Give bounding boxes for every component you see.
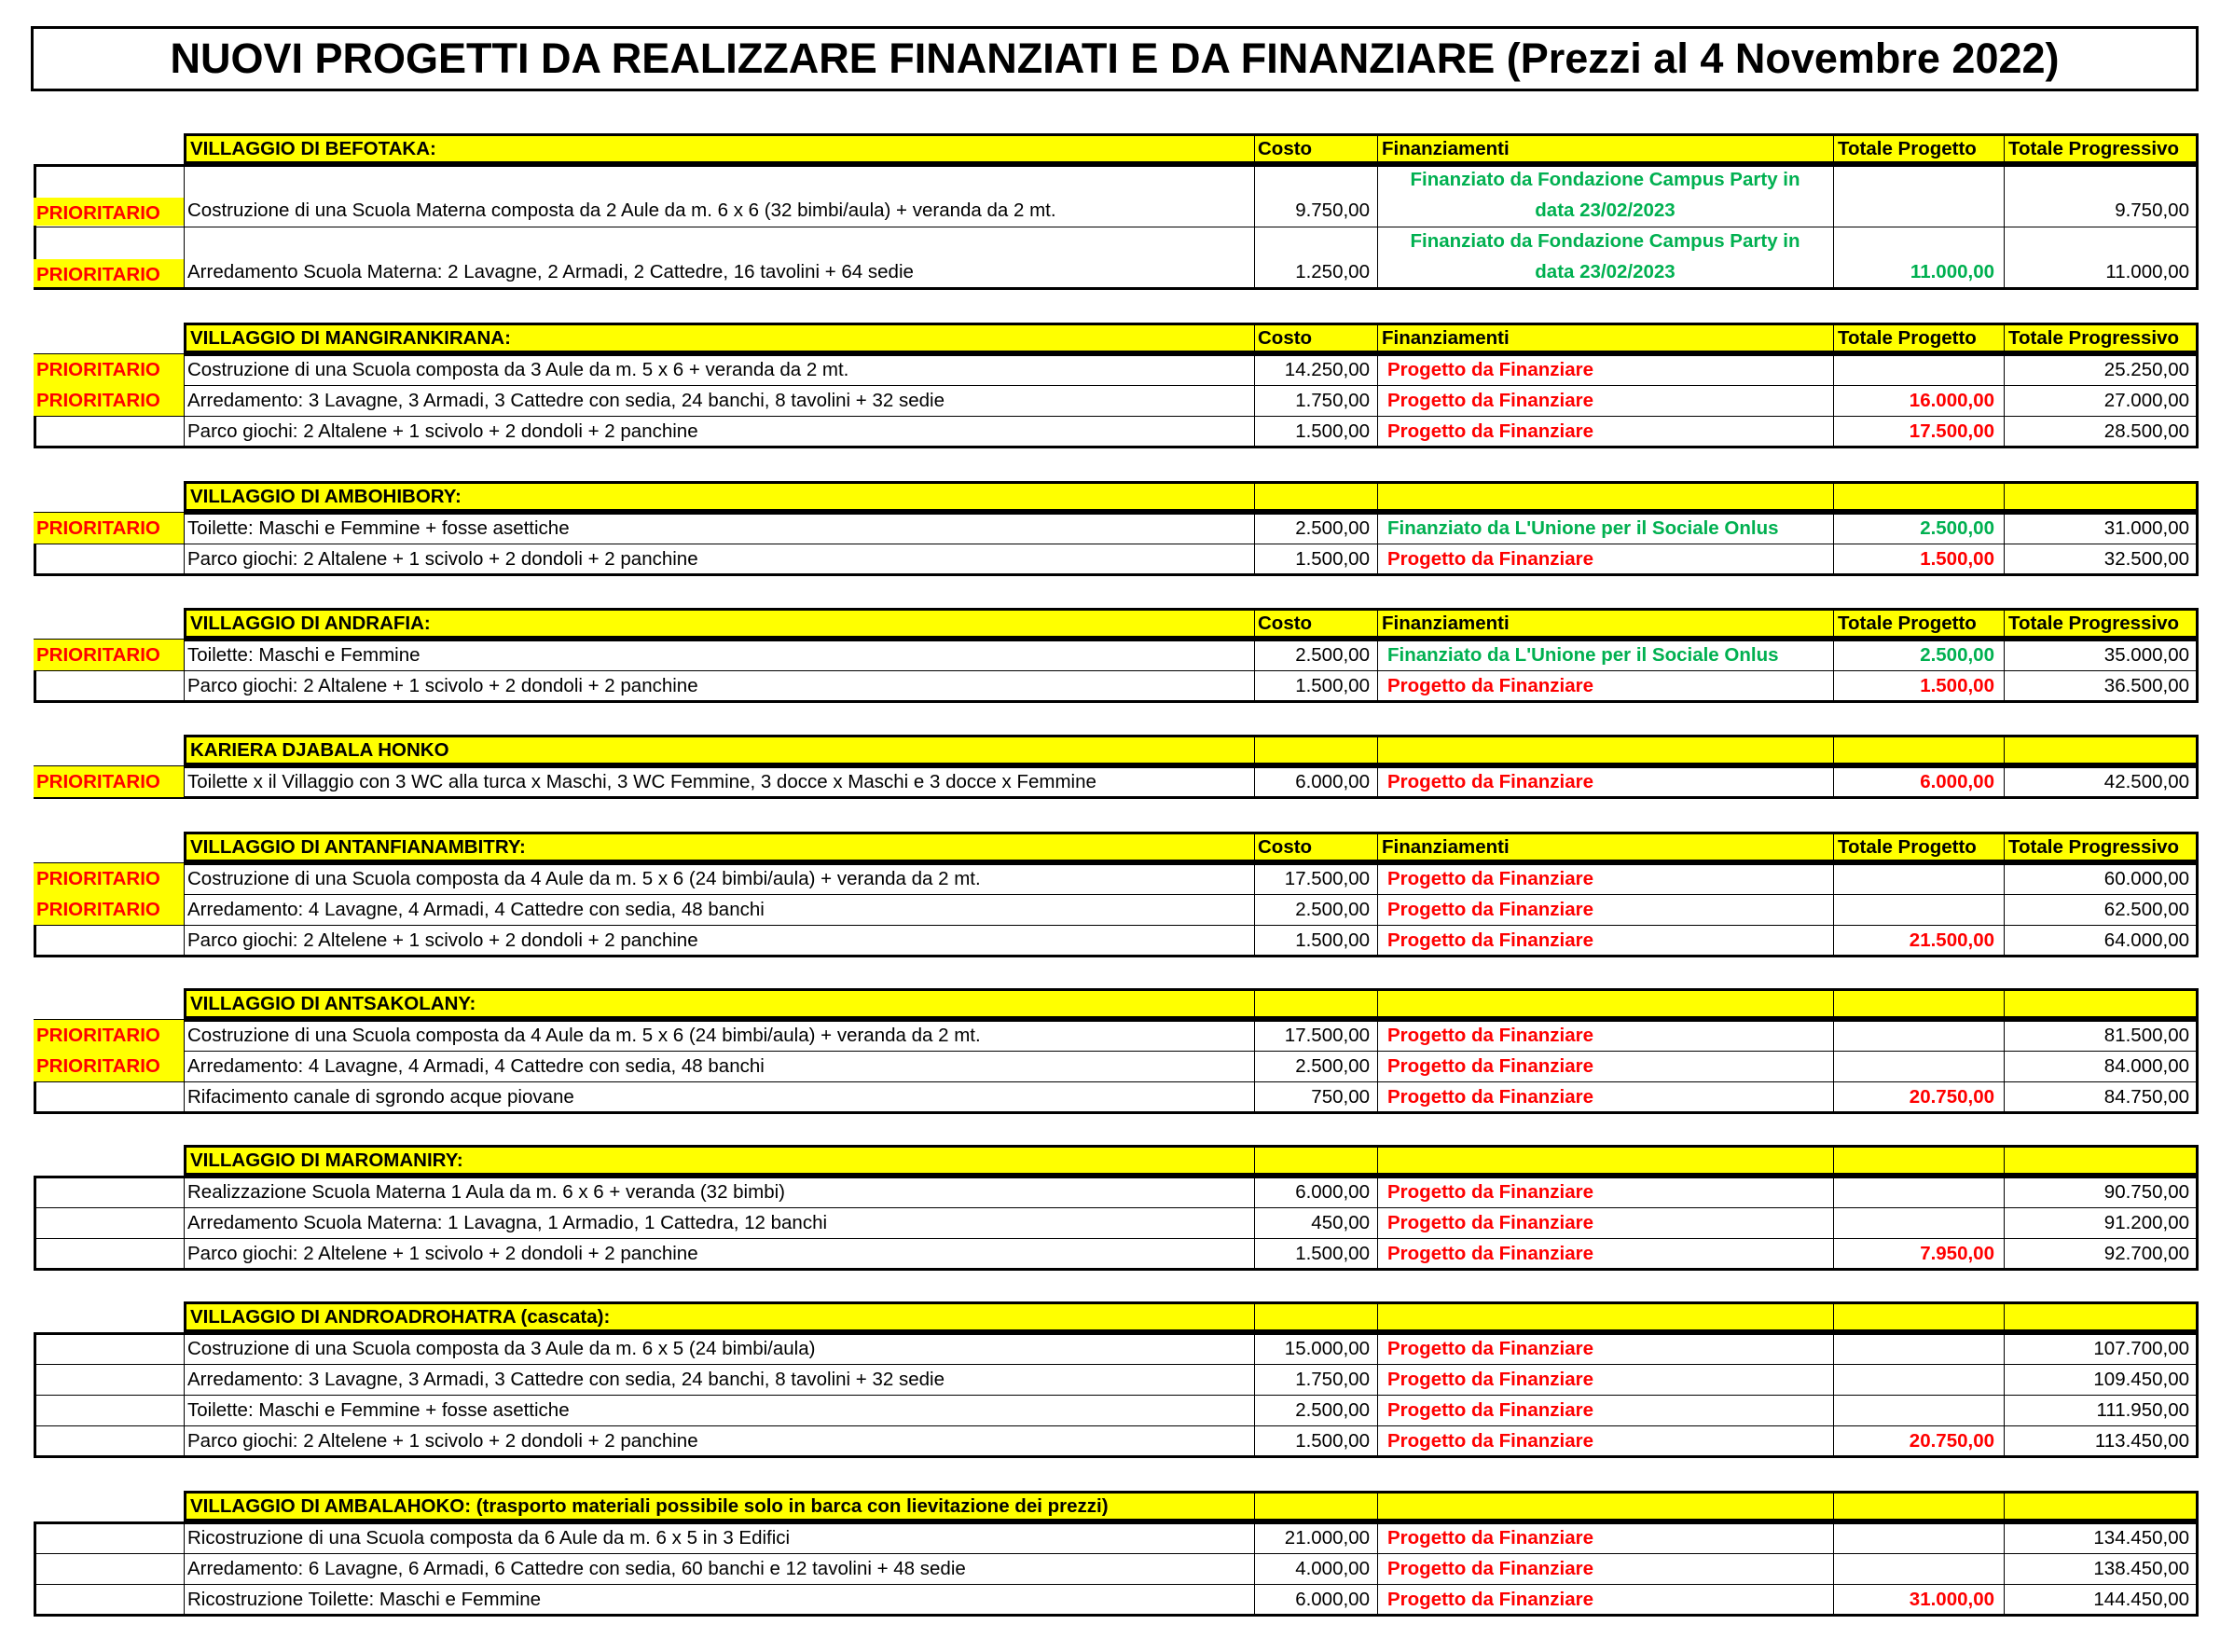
project-description: Parco giochi: 2 Altalene + 1 scivolo + 2 dondoli + 2 panchine xyxy=(187,420,698,442)
priority-label xyxy=(34,1238,184,1269)
project-description: Toilette x il Villaggio con 3 WC alla turca x Maschi, 3 WC Femmine, 3 docce x Maschi e 3 docce x Femmine xyxy=(187,771,1096,792)
section-name: VILLAGGIO DI ANDROADROHATRA (cascata): xyxy=(190,1306,611,1328)
section-note: (trasporto materiali possibile solo in barca con lievitazione dei prezzi) xyxy=(476,1495,1109,1517)
priority-label xyxy=(34,1081,184,1112)
priority-label: PRIORITARIO xyxy=(34,513,184,544)
project-description: Parco giochi: 2 Altalene + 1 scivolo + 2 dondoli + 2 panchine xyxy=(187,548,698,570)
header-finanziamenti: Finanziamenti xyxy=(1377,832,1833,862)
priority-label xyxy=(34,1333,184,1364)
funding-status: Progetto da Finanziare xyxy=(1387,1369,1593,1390)
cost-value: 17.500,00 xyxy=(1284,868,1370,889)
project-description: Costruzione di una Scuola composta da 3 Aule da m. 6 x 5 (24 bimbi/aula) xyxy=(187,1338,816,1359)
progressive-total: 111.950,00 xyxy=(2096,1399,2189,1421)
section-title xyxy=(184,133,1254,164)
funding-status: Progetto da Finanziare xyxy=(1387,1212,1593,1233)
cost-value: 1.500,00 xyxy=(1295,1430,1370,1452)
table-row xyxy=(0,1522,2234,1553)
header-totale-progetto xyxy=(1833,988,2004,1019)
section-name: KARIERA DJABALA HONKO xyxy=(190,739,449,761)
progressive-total: 134.450,00 xyxy=(2093,1527,2189,1549)
table-row xyxy=(0,640,2234,670)
header-totale-progetto xyxy=(1833,1301,2004,1332)
progressive-total: 90.750,00 xyxy=(2103,1181,2189,1203)
header-costo: Costo xyxy=(1254,323,1377,353)
header-finanziamenti xyxy=(1377,988,1833,1019)
cost-value: 2.500,00 xyxy=(1295,1055,1370,1077)
progressive-total: 113.450,00 xyxy=(2094,1430,2189,1452)
table-row xyxy=(0,894,2234,925)
progressive-total: 81.500,00 xyxy=(2103,1025,2189,1046)
section-header xyxy=(0,323,2234,353)
header-totale-progetto xyxy=(1833,1145,2004,1176)
project-total xyxy=(1833,1051,2004,1081)
header-costo: Costo xyxy=(1254,832,1377,862)
table-row xyxy=(0,670,2234,701)
progressive-total: 138.450,00 xyxy=(2093,1558,2189,1579)
project-total xyxy=(1833,1177,2004,1207)
priority-label: PRIORITARIO xyxy=(34,894,184,925)
funding-status: Finanziato da Fondazione Campus Party in data 23/02/2023 xyxy=(1410,169,1800,221)
project-total xyxy=(1833,1020,2004,1051)
project-total: 7.950,00 xyxy=(1920,1243,1994,1264)
priority-label: PRIORITARIO xyxy=(34,198,184,226)
header-finanziamenti xyxy=(1377,1301,1833,1332)
progressive-total: 60.000,00 xyxy=(2103,868,2189,889)
header-totale-progressivo xyxy=(2004,1491,2199,1521)
table-row xyxy=(0,354,2234,385)
section-name: VILLAGGIO DI AMBOHIBORY: xyxy=(190,486,462,507)
funding-status: Progetto da Finanziare xyxy=(1387,1399,1593,1421)
header-totale-progressivo xyxy=(2004,988,2199,1019)
progressive-total: 144.450,00 xyxy=(2093,1589,2189,1610)
funding-status: Progetto da Finanziare xyxy=(1387,420,1593,442)
header-finanziamenti xyxy=(1377,1491,1833,1521)
section-title xyxy=(184,608,1254,639)
project-total: 2.500,00 xyxy=(1920,517,1994,539)
section-title xyxy=(184,323,1254,353)
priority-label xyxy=(34,1395,184,1425)
project-description: Ricostruzione Toilette: Maschi e Femmine xyxy=(187,1589,542,1610)
table-row xyxy=(0,863,2234,894)
priority-label: PRIORITARIO xyxy=(34,354,184,385)
section-name: VILLAGGIO DI ANDRAFIA: xyxy=(190,613,431,634)
header-finanziamenti xyxy=(1377,735,1833,765)
header-finanziamenti: Finanziamenti xyxy=(1377,608,1833,639)
priority-label xyxy=(34,1522,184,1553)
cost-value: 2.500,00 xyxy=(1295,644,1370,666)
section-header xyxy=(0,481,2234,512)
progressive-total: 27.000,00 xyxy=(2103,390,2189,411)
funding-status: Progetto da Finanziare xyxy=(1387,1338,1593,1359)
project-total xyxy=(1833,1333,2004,1364)
section-name: VILLAGGIO DI ANTANFIANAMBITRY: xyxy=(190,836,526,858)
progressive-total: 42.500,00 xyxy=(2103,771,2189,792)
table-row xyxy=(0,416,2234,447)
project-total: 16.000,00 xyxy=(1909,390,1994,411)
funding-status: Progetto da Finanziare xyxy=(1387,390,1593,411)
cost-value: 2.500,00 xyxy=(1295,517,1370,539)
table-row xyxy=(0,1395,2234,1425)
cost-value: 15.000,00 xyxy=(1284,1338,1370,1359)
table-row xyxy=(0,164,2234,226)
funding-status: Progetto da Finanziare xyxy=(1387,1086,1593,1108)
project-description: Costruzione di una Scuola composta da 4 Aule da m. 5 x 6 (24 bimbi/aula) + veranda da 2 mt. xyxy=(187,1025,981,1046)
project-total xyxy=(1833,1553,2004,1584)
header-totale-progetto: Totale Progetto xyxy=(1833,608,2004,639)
priority-label: PRIORITARIO xyxy=(34,1020,184,1051)
progressive-total: 9.750,00 xyxy=(2115,200,2189,221)
section-title xyxy=(184,988,1254,1019)
cost-value: 1.500,00 xyxy=(1295,420,1370,442)
page-title: NUOVI PROGETTI DA REALIZZARE FINANZIATI E DA FINANZIARE (Prezzi al 4 Novembre 2022) xyxy=(31,26,2199,91)
funding-status: Progetto da Finanziare xyxy=(1387,929,1593,951)
cost-value: 1.500,00 xyxy=(1295,929,1370,951)
priority-label xyxy=(34,1553,184,1584)
project-total: 31.000,00 xyxy=(1909,1589,1994,1610)
priority-label: PRIORITARIO xyxy=(34,385,184,416)
funding-status: Finanziato da Fondazione Campus Party in data 23/02/2023 xyxy=(1410,230,1800,282)
priority-label xyxy=(34,416,184,447)
header-totale-progressivo: Totale Progressivo xyxy=(2004,832,2199,862)
funding-status: Progetto da Finanziare xyxy=(1387,1527,1593,1549)
progressive-total: 32.500,00 xyxy=(2103,548,2189,570)
header-costo xyxy=(1254,481,1377,512)
project-description: Rifacimento canale di sgrondo acque piovane xyxy=(187,1086,574,1108)
cost-value: 21.000,00 xyxy=(1284,1527,1370,1549)
progressive-total: 62.500,00 xyxy=(2103,899,2189,920)
funding-status: Progetto da Finanziare xyxy=(1387,1430,1593,1452)
priority-label xyxy=(34,1364,184,1395)
table-row xyxy=(0,1020,2234,1051)
cost-value: 1.250,00 xyxy=(1295,261,1370,282)
table-row xyxy=(0,385,2234,416)
progressive-total: 84.000,00 xyxy=(2103,1055,2189,1077)
header-totale-progetto: Totale Progetto xyxy=(1833,832,2004,862)
project-total: 6.000,00 xyxy=(1920,771,1994,792)
funding-status: Progetto da Finanziare xyxy=(1387,1055,1593,1077)
funding-status: Progetto da Finanziare xyxy=(1387,771,1593,792)
funding-status: Progetto da Finanziare xyxy=(1387,1025,1593,1046)
project-total: 1.500,00 xyxy=(1920,675,1994,696)
table-row xyxy=(0,1177,2234,1207)
priority-label: PRIORITARIO xyxy=(34,259,184,287)
table-row xyxy=(0,1584,2234,1615)
table-row xyxy=(0,1425,2234,1456)
header-finanziamenti: Finanziamenti xyxy=(1377,133,1833,164)
project-description: Costruzione di una Scuola composta da 4 Aule da m. 5 x 6 (24 bimbi/aula) + veranda da 2 mt. xyxy=(187,868,981,889)
progressive-total: 35.000,00 xyxy=(2103,644,2189,666)
header-finanziamenti: Finanziamenti xyxy=(1377,323,1833,353)
section-title xyxy=(184,735,1254,765)
cost-value: 750,00 xyxy=(1311,1086,1370,1108)
funding-status: Progetto da Finanziare xyxy=(1387,1558,1593,1579)
project-total: 20.750,00 xyxy=(1909,1430,1994,1452)
header-costo xyxy=(1254,1145,1377,1176)
funding-status: Progetto da Finanziare xyxy=(1387,548,1593,570)
header-totale-progetto: Totale Progetto xyxy=(1833,133,2004,164)
table-row xyxy=(0,1364,2234,1395)
progressive-total: 31.000,00 xyxy=(2103,517,2189,539)
priority-label: PRIORITARIO xyxy=(34,1051,184,1081)
funding-status: Progetto da Finanziare xyxy=(1387,899,1593,920)
funding-status: Finanziato da L'Unione per il Sociale Onlus xyxy=(1387,517,1779,539)
table-row xyxy=(0,1207,2234,1238)
project-description: Parco giochi: 2 Altalene + 1 scivolo + 2 dondoli + 2 panchine xyxy=(187,675,698,696)
funding-status: Progetto da Finanziare xyxy=(1387,1589,1593,1610)
progressive-total: 91.200,00 xyxy=(2103,1212,2189,1233)
header-totale-progressivo xyxy=(2004,735,2199,765)
table-row xyxy=(0,1333,2234,1364)
project-description: Arredamento: 4 Lavagne, 4 Armadi, 4 Cattedre con sedia, 48 banchi xyxy=(187,1055,765,1077)
priority-label: PRIORITARIO xyxy=(34,766,184,797)
header-totale-progressivo: Totale Progressivo xyxy=(2004,133,2199,164)
header-totale-progetto xyxy=(1833,735,2004,765)
project-total: 1.500,00 xyxy=(1920,548,1994,570)
priority-label xyxy=(34,1207,184,1238)
project-description: Realizzazione Scuola Materna 1 Aula da m. 6 x 6 + veranda (32 bimbi) xyxy=(187,1181,785,1203)
cost-value: 450,00 xyxy=(1311,1212,1370,1233)
project-total: 20.750,00 xyxy=(1909,1086,1994,1108)
project-description: Parco giochi: 2 Altelene + 1 scivolo + 2 dondoli + 2 panchine xyxy=(187,1430,698,1452)
cost-value: 1.500,00 xyxy=(1295,675,1370,696)
project-description: Toilette: Maschi e Femmine + fosse asettiche xyxy=(187,517,570,539)
project-total: 21.500,00 xyxy=(1909,929,1994,951)
table-row xyxy=(0,925,2234,956)
table-row xyxy=(0,226,2234,287)
progressive-total: 84.750,00 xyxy=(2103,1086,2189,1108)
section-header xyxy=(0,988,2234,1019)
header-totale-progetto xyxy=(1833,481,2004,512)
cost-value: 1.500,00 xyxy=(1295,548,1370,570)
project-total xyxy=(1833,894,2004,925)
header-finanziamenti xyxy=(1377,481,1833,512)
project-description: Toilette: Maschi e Femmine xyxy=(187,644,421,666)
table-row xyxy=(0,544,2234,574)
table-row xyxy=(0,1081,2234,1112)
project-total: 17.500,00 xyxy=(1909,420,1994,442)
progressive-total: 36.500,00 xyxy=(2103,675,2189,696)
cost-value: 1.750,00 xyxy=(1295,1369,1370,1390)
project-description: Costruzione di una Scuola composta da 3 Aule da m. 5 x 6 + veranda da 2 mt. xyxy=(187,359,849,380)
project-total xyxy=(1833,164,2004,226)
cost-value: 14.250,00 xyxy=(1284,359,1370,380)
funding-status: Progetto da Finanziare xyxy=(1387,1243,1593,1264)
priority-label: PRIORITARIO xyxy=(34,863,184,894)
priority-label xyxy=(34,1584,184,1615)
priority-label xyxy=(34,670,184,701)
header-totale-progetto: Totale Progetto xyxy=(1833,323,2004,353)
progressive-total: 11.000,00 xyxy=(2105,261,2189,282)
funding-status: Progetto da Finanziare xyxy=(1387,1181,1593,1203)
section-header xyxy=(0,1301,2234,1332)
section-name: VILLAGGIO DI ANTSAKOLANY: xyxy=(190,993,476,1014)
cost-value: 9.750,00 xyxy=(1295,200,1370,221)
header-totale-progressivo: Totale Progressivo xyxy=(2004,608,2199,639)
progressive-total: 25.250,00 xyxy=(2103,359,2189,380)
cost-value: 1.750,00 xyxy=(1295,390,1370,411)
project-description: Toilette: Maschi e Femmine + fosse asettiche xyxy=(187,1399,570,1421)
project-total xyxy=(1833,1364,2004,1395)
project-description: Arredamento: 4 Lavagne, 4 Armadi, 4 Cattedre con sedia, 48 banchi xyxy=(187,899,765,920)
table-row xyxy=(0,766,2234,797)
header-costo: Costo xyxy=(1254,133,1377,164)
project-total xyxy=(1833,863,2004,894)
progressive-total: 64.000,00 xyxy=(2103,929,2189,951)
priority-label xyxy=(34,1425,184,1456)
section-title xyxy=(184,1491,1254,1521)
header-costo: Costo xyxy=(1254,608,1377,639)
project-total xyxy=(1833,1207,2004,1238)
table-row xyxy=(0,513,2234,544)
progressive-total: 92.700,00 xyxy=(2103,1243,2189,1264)
header-costo xyxy=(1254,735,1377,765)
section-header xyxy=(0,735,2234,765)
project-description: Arredamento: 3 Lavagne, 3 Armadi, 3 Cattedre con sedia, 24 banchi, 8 tavolini + 32 sedie xyxy=(187,390,945,411)
header-finanziamenti xyxy=(1377,1145,1833,1176)
section-header xyxy=(0,832,2234,862)
funding-status: Finanziato da L'Unione per il Sociale Onlus xyxy=(1387,644,1779,666)
progressive-total: 28.500,00 xyxy=(2103,420,2189,442)
cost-value: 6.000,00 xyxy=(1295,1181,1370,1203)
cost-value: 17.500,00 xyxy=(1284,1025,1370,1046)
project-total: 11.000,00 xyxy=(1910,261,1994,282)
project-total xyxy=(1833,1522,2004,1553)
section-name: VILLAGGIO DI MAROMANIRY: xyxy=(190,1150,463,1171)
header-costo xyxy=(1254,1301,1377,1332)
project-total xyxy=(1833,354,2004,385)
project-description: Arredamento Scuola Materna: 1 Lavagna, 1 Armadio, 1 Cattedra, 12 banchi xyxy=(187,1212,828,1233)
priority-label xyxy=(34,925,184,956)
cost-value: 6.000,00 xyxy=(1295,1589,1370,1610)
cost-value: 6.000,00 xyxy=(1295,771,1370,792)
header-totale-progressivo xyxy=(2004,1145,2199,1176)
table-row xyxy=(0,1238,2234,1269)
section-name: VILLAGGIO DI MANGIRANKIRANA: xyxy=(190,327,511,349)
cost-value: 4.000,00 xyxy=(1295,1558,1370,1579)
priority-label: PRIORITARIO xyxy=(34,640,184,670)
table-row xyxy=(0,1051,2234,1081)
cost-value: 2.500,00 xyxy=(1295,1399,1370,1421)
header-costo xyxy=(1254,988,1377,1019)
section-header xyxy=(0,133,2234,164)
priority-label xyxy=(34,1177,184,1207)
progressive-total: 107.700,00 xyxy=(2093,1338,2189,1359)
section-title xyxy=(184,1145,1254,1176)
funding-status: Progetto da Finanziare xyxy=(1387,868,1593,889)
project-description: Parco giochi: 2 Altelene + 1 scivolo + 2 dondoli + 2 panchine xyxy=(187,1243,698,1264)
section-title xyxy=(184,832,1254,862)
header-costo xyxy=(1254,1491,1377,1521)
section-header xyxy=(0,1491,2234,1521)
funding-status: Progetto da Finanziare xyxy=(1387,359,1593,380)
project-description: Costruzione di una Scuola Materna composta da 2 Aule da m. 6 x 6 (32 bimbi/aula) + veranda da 2 mt. xyxy=(187,200,1056,221)
cost-value: 1.500,00 xyxy=(1295,1243,1370,1264)
table-row xyxy=(0,1553,2234,1584)
project-description: Ricostruzione di una Scuola composta da 6 Aule da m. 6 x 5 in 3 Edifici xyxy=(187,1527,791,1549)
section-header xyxy=(0,1145,2234,1176)
funding-status: Progetto da Finanziare xyxy=(1387,675,1593,696)
header-totale-progressivo: Totale Progressivo xyxy=(2004,323,2199,353)
project-description: Arredamento: 6 Lavagne, 6 Armadi, 6 Cattedre con sedia, 60 banchi e 12 tavolini + 48 sedie xyxy=(187,1558,966,1579)
header-totale-progetto xyxy=(1833,1491,2004,1521)
progressive-total: 109.450,00 xyxy=(2093,1369,2189,1390)
header-totale-progressivo xyxy=(2004,1301,2199,1332)
project-description: Arredamento Scuola Materna: 2 Lavagne, 2 Armadi, 2 Cattedre, 16 tavolini + 64 sedie xyxy=(187,261,914,282)
section-title xyxy=(184,1301,1254,1332)
section-name: VILLAGGIO DI AMBALAHOKO: xyxy=(190,1495,472,1517)
section-header xyxy=(0,608,2234,639)
priority-label xyxy=(34,544,184,574)
project-total xyxy=(1833,1395,2004,1425)
section-name: VILLAGGIO DI BEFOTAKA: xyxy=(190,138,436,159)
cost-value: 2.500,00 xyxy=(1295,899,1370,920)
project-total: 2.500,00 xyxy=(1920,644,1994,666)
project-description: Parco giochi: 2 Altelene + 1 scivolo + 2 dondoli + 2 panchine xyxy=(187,929,698,951)
header-totale-progressivo xyxy=(2004,481,2199,512)
project-description: Arredamento: 3 Lavagne, 3 Armadi, 3 Cattedre con sedia, 24 banchi, 8 tavolini + 32 sedie xyxy=(187,1369,945,1390)
section-title xyxy=(184,481,1254,512)
